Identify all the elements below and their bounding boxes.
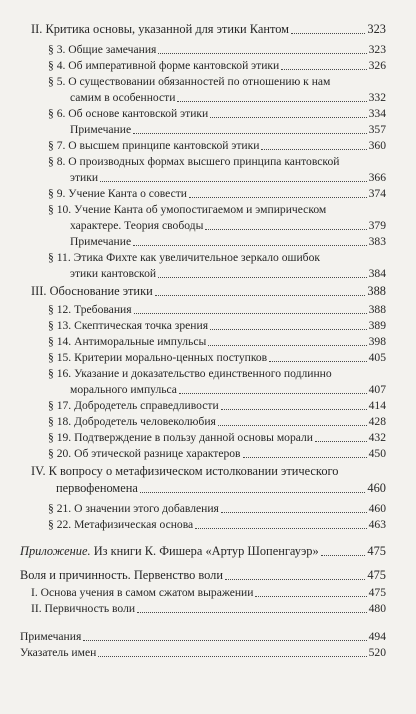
- toc-entry-page: 520: [368, 646, 386, 659]
- dot-leader: [261, 147, 366, 150]
- toc-entry: [48, 302, 386, 317]
- toc-entry-page: 463: [368, 518, 386, 531]
- toc-entry: [70, 382, 386, 397]
- toc-entry: [56, 481, 386, 496]
- toc-entry-page: 475: [367, 568, 386, 582]
- dot-leader: [225, 577, 365, 580]
- toc-entry-page: 388: [367, 284, 386, 298]
- toc-entry: [48, 318, 386, 333]
- toc-entry-title: Из книги К. Фишера «Артур Шопенгауэр»: [93, 544, 319, 558]
- toc-entry: [31, 284, 386, 299]
- toc-entry-title: § 22. Метафизическая основа: [48, 518, 194, 531]
- toc-entry-title: II. Первичность воли: [31, 602, 136, 615]
- toc-entry-first-line: § 8. О производных формах высшего принципа кантовской: [48, 155, 340, 168]
- toc-entry-title: самим в особенности: [70, 91, 176, 104]
- toc-entry-title: § 14. Антиморальные импульсы: [48, 335, 207, 348]
- toc-entry-title: I. Основа учения в самом сжатом выражении: [31, 586, 254, 599]
- toc-entry-title: § 20. Об этической разнице характеров: [48, 447, 241, 460]
- toc-entry-page: 450: [368, 447, 386, 460]
- toc-entry: [31, 601, 386, 616]
- dot-leader: [218, 423, 367, 426]
- toc-entry-page: 432: [368, 431, 386, 444]
- dot-leader: [140, 490, 366, 493]
- toc-entry: [70, 170, 386, 185]
- toc-entry: [48, 517, 386, 532]
- toc-entry-page: 475: [368, 586, 386, 599]
- toc-entry: [20, 568, 386, 583]
- toc-entry-page: 407: [368, 383, 386, 396]
- toc-entry-title: первофеномена: [56, 481, 138, 495]
- toc-entry: [48, 446, 386, 461]
- toc-entry-page: 398: [368, 335, 386, 348]
- toc-entry-title: § 9. Учение Канта о совести: [48, 187, 188, 200]
- toc-entry: [48, 430, 386, 445]
- toc-entry: [70, 90, 386, 105]
- toc-entry-page: 389: [368, 319, 386, 332]
- dot-leader: [195, 526, 366, 529]
- toc-entry: [20, 629, 386, 644]
- toc-entry-page: 405: [368, 351, 386, 364]
- toc-entry: [48, 58, 386, 73]
- toc-entry-title: § 15. Критерии морально-ценных поступков: [48, 351, 268, 364]
- dot-leader: [155, 293, 366, 296]
- toc-entry: [48, 42, 386, 57]
- dot-leader: [98, 654, 366, 657]
- toc-entry-page: 360: [368, 139, 386, 152]
- toc-entry-title: § 21. О значении этого добавления: [48, 502, 219, 515]
- toc-entry-page: 357: [368, 123, 386, 136]
- toc-entry-title: § 19. Подтверждение в пользу данной основы морали: [48, 431, 313, 444]
- toc-entry-title: Воля и причинность. Первенство воли: [20, 568, 223, 582]
- toc-entry-page: 323: [368, 43, 386, 56]
- toc-entry-page: 414: [368, 399, 386, 412]
- toc-entry: [20, 645, 386, 660]
- toc-entry-title: Примечание: [70, 235, 132, 248]
- toc-entry-page: 323: [367, 22, 386, 36]
- toc-entry-title: § 7. О высшем принципе кантовской этики: [48, 139, 260, 152]
- toc-entry-first-line: § 10. Учение Канта об умопостигаемом и эмпирическом: [48, 203, 327, 216]
- toc-entry: [70, 218, 386, 233]
- toc-entry-page: 428: [368, 415, 386, 428]
- toc-entry-page: 384: [368, 267, 386, 280]
- dot-leader: [133, 243, 367, 246]
- toc-entry-first-line: § 11. Этика Фихте как увеличительное зеркало ошибок: [48, 251, 321, 264]
- toc-entry: [48, 414, 386, 429]
- toc-entry: [48, 350, 386, 365]
- toc-entry: [48, 334, 386, 349]
- toc-entry: [48, 106, 386, 121]
- dot-leader: [158, 275, 367, 278]
- dot-leader: [100, 179, 367, 182]
- dot-leader: [321, 553, 366, 556]
- toc-entry-title: § 13. Скептическая точка зрения: [48, 319, 209, 332]
- dot-leader: [158, 51, 366, 54]
- toc-entry: [70, 122, 386, 137]
- toc-entry-page: 480: [368, 602, 386, 615]
- dot-leader: [210, 327, 367, 330]
- toc-entry-page: 460: [368, 502, 386, 515]
- toc-entry-title: § 18. Добродетель человеколюбия: [48, 415, 216, 428]
- toc-entry: [70, 234, 386, 249]
- toc-entry-first-line: § 16. Указание и доказательство единственного подлинно: [48, 367, 332, 380]
- toc-entry-page: 383: [368, 235, 386, 248]
- dot-leader: [281, 67, 366, 70]
- toc-entry-title: II. Критика основы, указанной для этики Кантом: [31, 22, 290, 36]
- dot-leader: [134, 311, 367, 314]
- appendix-label: Приложение.: [20, 544, 91, 558]
- toc-entry-title: § 6. Об основе кантовской этики: [48, 107, 209, 120]
- toc-entry-page: 388: [368, 303, 386, 316]
- toc-entry-title: § 17. Добродетель справедливости: [48, 399, 219, 412]
- toc-entry-title: характере. Теория свободы: [70, 219, 204, 232]
- toc-entry-first-line: § 5. О существовании обязанностей по отношению к нам: [48, 75, 331, 88]
- dot-leader: [255, 594, 366, 597]
- dot-leader: [315, 439, 367, 442]
- toc-entry: [48, 186, 386, 201]
- toc-entry: [48, 138, 386, 153]
- toc-entry-title: этики: [70, 171, 99, 184]
- toc-entry-page: 332: [368, 91, 386, 104]
- dot-leader: [179, 391, 367, 394]
- toc-entry-appendix: [20, 544, 386, 559]
- toc-entry-title: § 4. Об императивной форме кантовской этики: [48, 59, 280, 72]
- dot-leader: [221, 407, 367, 410]
- dot-leader: [205, 227, 366, 230]
- dot-leader: [243, 455, 367, 458]
- toc-entry-title: морального импульса: [70, 383, 177, 396]
- toc-entry: [31, 22, 386, 37]
- toc-entry-title: III. Обоснование этики: [31, 284, 153, 298]
- dot-leader: [291, 31, 365, 34]
- dot-leader: [133, 131, 367, 134]
- dot-leader: [221, 510, 367, 513]
- toc-entry-page: 374: [368, 187, 386, 200]
- dot-leader: [83, 638, 366, 641]
- toc-entry-title: Примечания: [20, 630, 82, 643]
- toc-entry-page: 494: [368, 630, 386, 643]
- toc-entry-title: этики кантовской: [70, 267, 157, 280]
- toc-entry-title: § 12. Требования: [48, 303, 132, 316]
- dot-leader: [269, 359, 366, 362]
- toc-entry: [48, 398, 386, 413]
- dot-leader: [189, 195, 367, 198]
- toc-entry-title: Примечание: [70, 123, 132, 136]
- toc-entry: [48, 501, 386, 516]
- toc-entry-page: 475: [367, 544, 386, 558]
- toc-entry: [31, 585, 386, 600]
- dot-leader: [210, 115, 366, 118]
- dot-leader: [177, 99, 366, 102]
- dot-leader: [208, 343, 366, 346]
- toc-entry-first-line: IV. К вопросу о метафизическом истолковании этического: [31, 464, 339, 478]
- toc-entry-title: § 3. Общие замечания: [48, 43, 157, 56]
- toc-entry-title: Указатель имен: [20, 646, 97, 659]
- toc-entry-page: 326: [368, 59, 386, 72]
- toc-entry: [70, 266, 386, 281]
- toc-entry-page: 460: [367, 481, 386, 495]
- toc-entry-page: 334: [368, 107, 386, 120]
- toc-entry-page: 366: [368, 171, 386, 184]
- dot-leader: [137, 610, 367, 613]
- toc-entry-page: 379: [368, 219, 386, 232]
